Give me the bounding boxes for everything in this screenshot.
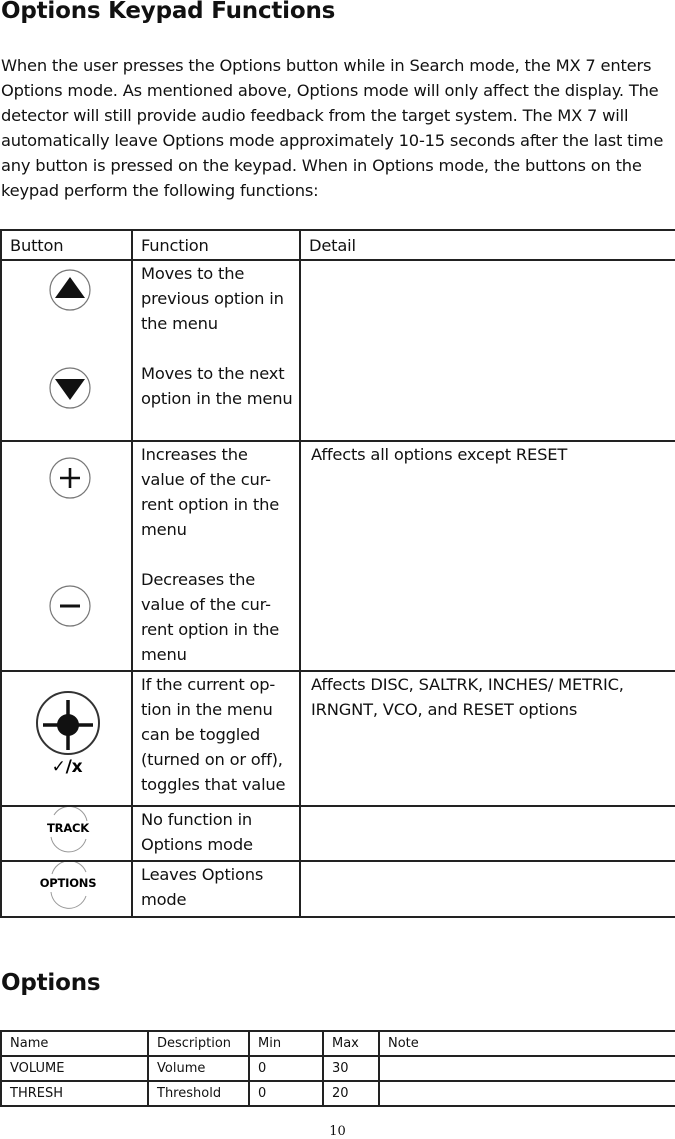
options-button-label: OPTIONS [39, 876, 97, 890]
pinpoint-icon [37, 692, 99, 754]
down-arrow-icon [50, 368, 90, 408]
cell-note [379, 1056, 675, 1081]
detail-cell [300, 260, 675, 441]
track-button-label: TRACK [47, 821, 89, 835]
cell-name: VOLUME [1, 1056, 148, 1081]
cell-max: 20 [323, 1081, 379, 1106]
plus-icon [50, 458, 90, 498]
function-text: Decreases the value of the cur-rent option in the menu [141, 570, 280, 664]
table-header-row [1, 1031, 675, 1056]
cell-description: Threshold [148, 1081, 249, 1106]
header-detail: Detail [300, 230, 675, 260]
table-row [1, 1056, 675, 1081]
minus-icon [50, 586, 90, 626]
table-row [1, 1081, 675, 1106]
detail-cell: Affects DISC, SALTRK, INCHES/ METRIC, IRNGNT, VCO, and RESET options [300, 671, 675, 806]
cell-min: 0 [249, 1081, 323, 1106]
button-cell [1, 861, 132, 917]
detail-cell: Affects all options except RESET [300, 441, 675, 671]
header-description: Description [148, 1031, 249, 1056]
function-text: Moves to the previous option in the menu [141, 264, 284, 333]
section-heading: Options Keypad Functions [1, 0, 336, 24]
button-cell [1, 441, 132, 671]
function-text: Increases the value of the cur-rent option in the menu [141, 445, 280, 539]
function-cell: Leaves Options mode [132, 861, 300, 917]
keypad-functions-table [0, 229, 675, 918]
table-row [1, 861, 675, 917]
header-max: Max [323, 1031, 379, 1056]
table-row [1, 806, 675, 861]
header-name: Name [1, 1031, 148, 1056]
table-row [1, 260, 675, 441]
header-note: Note [379, 1031, 675, 1056]
table-row [1, 441, 675, 671]
table-header-row [1, 230, 675, 260]
detail-cell [300, 806, 675, 861]
detail-cell [300, 861, 675, 917]
up-arrow-icon [50, 270, 90, 310]
button-cell [1, 806, 132, 861]
options-table [0, 1030, 675, 1107]
function-cell [132, 260, 300, 441]
header-function: Function [132, 230, 300, 260]
cell-name: THRESH [1, 1081, 148, 1106]
cell-description: Volume [148, 1056, 249, 1081]
intro-paragraph: When the user presses the Options button while in Search mode, the MX 7 enters Options mode. As mentioned above, Options mode will only affect the display. The detector will still provide audio feedback from the target system. The MX 7 will automatically leave Options mode approximately 10-15 seconds after the last time any button is pressed on the keypad. When in Options mode, the buttons on the keypad perform the following functions: [1, 56, 664, 200]
button-cell [1, 671, 132, 806]
cell-min: 0 [249, 1056, 323, 1081]
cell-note [379, 1081, 675, 1106]
header-button: Button [1, 230, 132, 260]
table-row [1, 671, 675, 806]
header-min: Min [249, 1031, 323, 1056]
function-cell [132, 441, 300, 671]
toggle-label: ✓/x [51, 757, 83, 777]
button-cell [1, 260, 132, 441]
function-cell: If the current op-tion in the menu can be toggled (turned on or off), toggles that value [132, 671, 300, 806]
page-number: 10 [329, 1124, 346, 1139]
function-cell: No function in Options mode [132, 806, 300, 861]
options-heading: Options [1, 970, 101, 996]
function-text: Moves to the next option in the menu [141, 364, 293, 408]
cell-max: 30 [323, 1056, 379, 1081]
